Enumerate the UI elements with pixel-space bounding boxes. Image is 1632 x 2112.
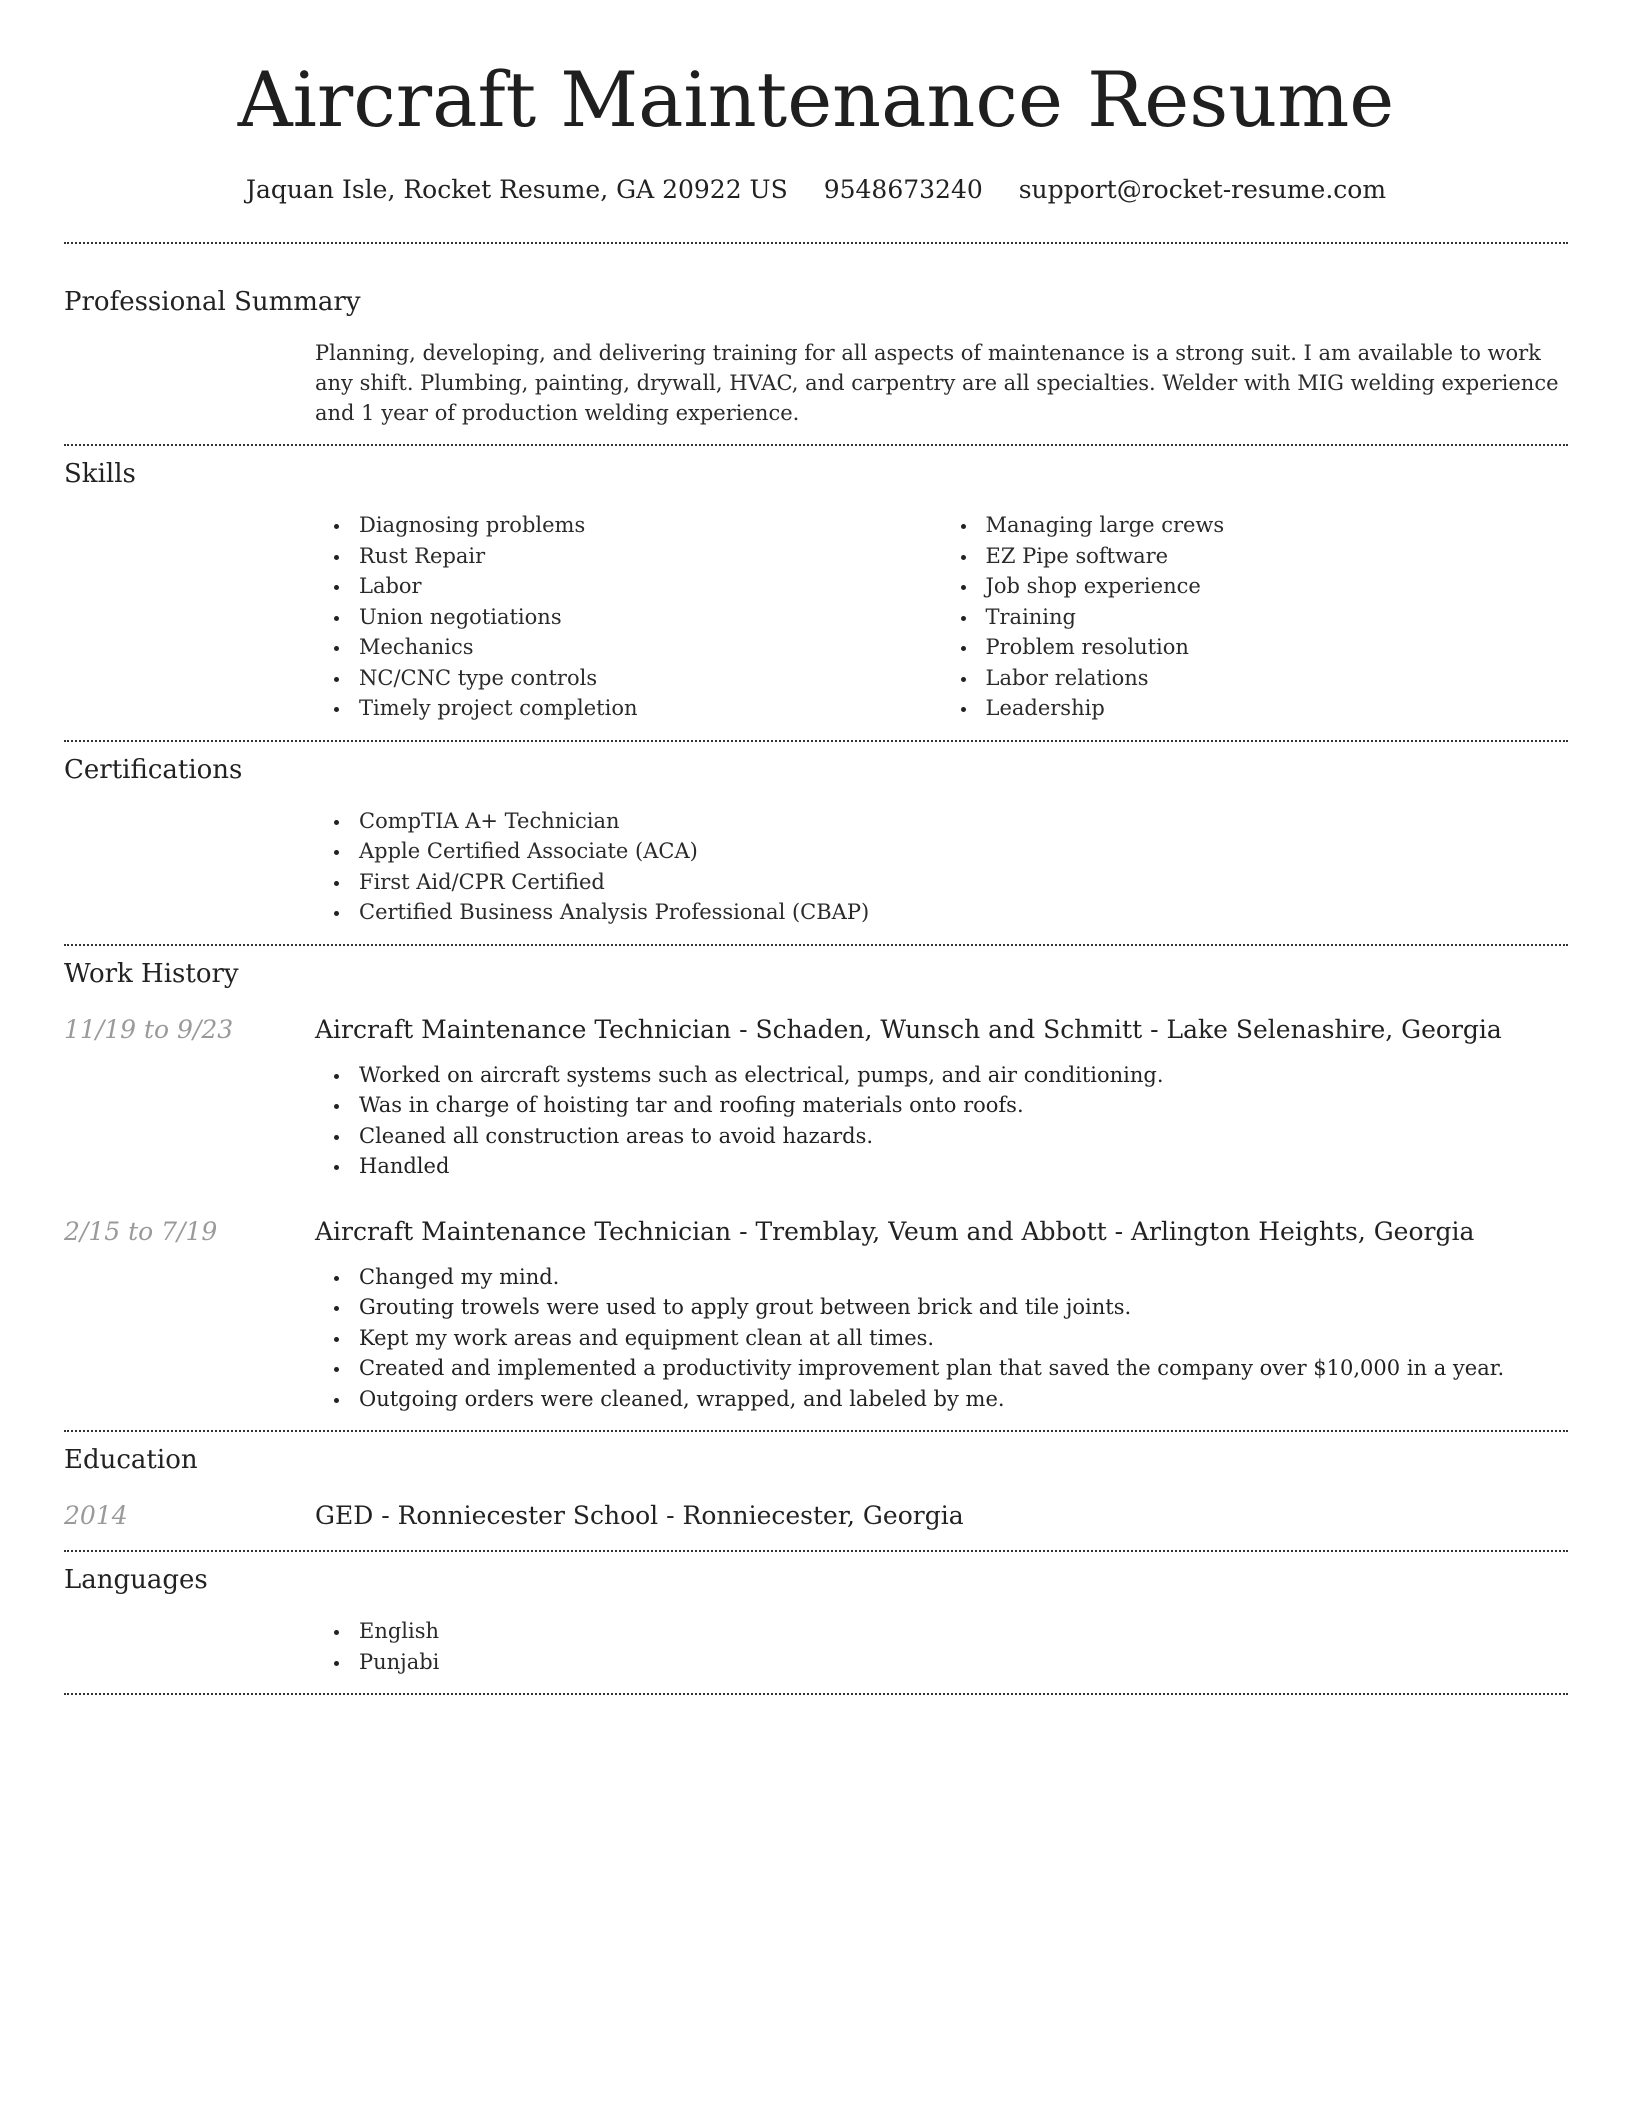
education-body — [315, 1498, 1568, 1534]
skill-item: Job shop experience — [986, 571, 1569, 602]
certification-item: Apple Certified Associate (ACA) — [359, 836, 1568, 867]
job-bullet: Changed my mind. — [359, 1262, 1568, 1293]
certifications-items — [315, 806, 1568, 928]
skills-list — [315, 510, 1568, 724]
job-bullet: Grouting trowels were used to apply grout between brick and tile joints. — [359, 1292, 1568, 1323]
job-bullet: Outgoing orders were cleaned, wrapped, and labeled by me. — [359, 1384, 1568, 1415]
skill-item: Managing large crews — [986, 510, 1569, 541]
work-history-heading: Work History — [64, 958, 239, 989]
language-item: Punjabi — [359, 1647, 1568, 1678]
job-entry — [64, 1012, 1568, 1182]
resume-header — [64, 0, 1568, 208]
resume-title: Aircraft Maintenance Resume — [237, 55, 1395, 144]
skill-item: Labor relations — [986, 663, 1569, 694]
certifications-list — [315, 806, 1568, 928]
summary-section — [64, 244, 1568, 444]
contact-line — [64, 172, 1568, 208]
skill-item: Leadership — [986, 693, 1569, 724]
education-section — [64, 1432, 1568, 1550]
email: support@rocket-resume.com — [1018, 175, 1387, 204]
job-bullet: Created and implemented a productivity improvement plan that saved the company over $10,000 in a year. — [359, 1353, 1568, 1384]
job-heading: Aircraft Maintenance Technician - Schaden, Wunsch and Schmitt - Lake Selenashire, Georgia — [315, 1014, 1502, 1044]
skills-heading: Skills — [64, 459, 136, 489]
skill-item: Diagnosing problems — [359, 510, 942, 541]
certifications-section — [64, 742, 1568, 944]
resume-page — [64, 0, 1568, 1695]
job-dates: 2/15 to 7/19 — [64, 1216, 218, 1246]
job-bullet: Worked on aircraft systems such as electrical, pumps, and air conditioning. — [359, 1060, 1568, 1091]
language-item: English — [359, 1616, 1568, 1647]
languages-items — [315, 1616, 1568, 1677]
certification-item: Certified Business Analysis Professional (CBAP) — [359, 897, 1568, 928]
summary-heading: Professional Summary — [64, 287, 361, 317]
education-date: 2014 — [64, 1501, 128, 1530]
job-body — [315, 1214, 1568, 1415]
certification-item: First Aid/CPR Certified — [359, 867, 1568, 898]
skills-column-right — [942, 510, 1569, 724]
education-heading: Education — [64, 1445, 198, 1475]
job-bullet: Was in charge of hoisting tar and roofing materials onto roofs. — [359, 1090, 1568, 1121]
divider — [64, 1693, 1568, 1695]
languages-heading: Languages — [64, 1565, 208, 1595]
skill-item: Problem resolution — [986, 632, 1569, 663]
education-entry — [64, 1498, 1568, 1534]
education-heading-line: GED - Ronniecester School - Ronniecester, Georgia — [315, 1501, 964, 1530]
languages-section — [64, 1552, 1568, 1693]
job-bullets — [315, 1060, 1568, 1182]
phone: 9548673240 — [823, 175, 983, 204]
languages-list — [315, 1616, 1568, 1677]
job-heading: Aircraft Maintenance Technician - Tremblay, Veum and Abbott - Arlington Heights, Georgia — [315, 1216, 1475, 1246]
skills-section — [64, 446, 1568, 740]
skill-item: Timely project completion — [359, 693, 942, 724]
job-body — [315, 1012, 1568, 1182]
work-history-section — [64, 946, 1568, 1431]
skill-item: EZ Pipe software — [986, 541, 1569, 572]
job-bullet: Cleaned all construction areas to avoid hazards. — [359, 1121, 1568, 1152]
skill-item: NC/CNC type controls — [359, 663, 942, 694]
skill-item: Rust Repair — [359, 541, 942, 572]
certifications-heading: Certifications — [64, 754, 243, 785]
skill-item: Union negotiations — [359, 602, 942, 633]
skill-item: Mechanics — [359, 632, 942, 663]
address: Jaquan Isle, Rocket Resume, GA 20922 US — [245, 175, 788, 204]
skills-column-left — [315, 510, 942, 724]
certification-item: CompTIA A+ Technician — [359, 806, 1568, 837]
skill-item: Training — [986, 602, 1569, 633]
skill-item: Labor — [359, 571, 942, 602]
job-bullet: Kept my work areas and equipment clean at all times. — [359, 1323, 1568, 1354]
job-bullets — [315, 1262, 1568, 1415]
summary-text: Planning, developing, and delivering training for all aspects of maintenance is a strong suit. I am available to work any shift. Plumbing, painting, drywall, HVAC, and carpentry are all specialties. Welder with MIG welding experience and 1 year of production welding experience. — [315, 341, 1559, 425]
job-bullet: Handled — [359, 1151, 1568, 1182]
job-entry — [64, 1214, 1568, 1415]
job-dates: 11/19 to 9/23 — [64, 1014, 234, 1044]
